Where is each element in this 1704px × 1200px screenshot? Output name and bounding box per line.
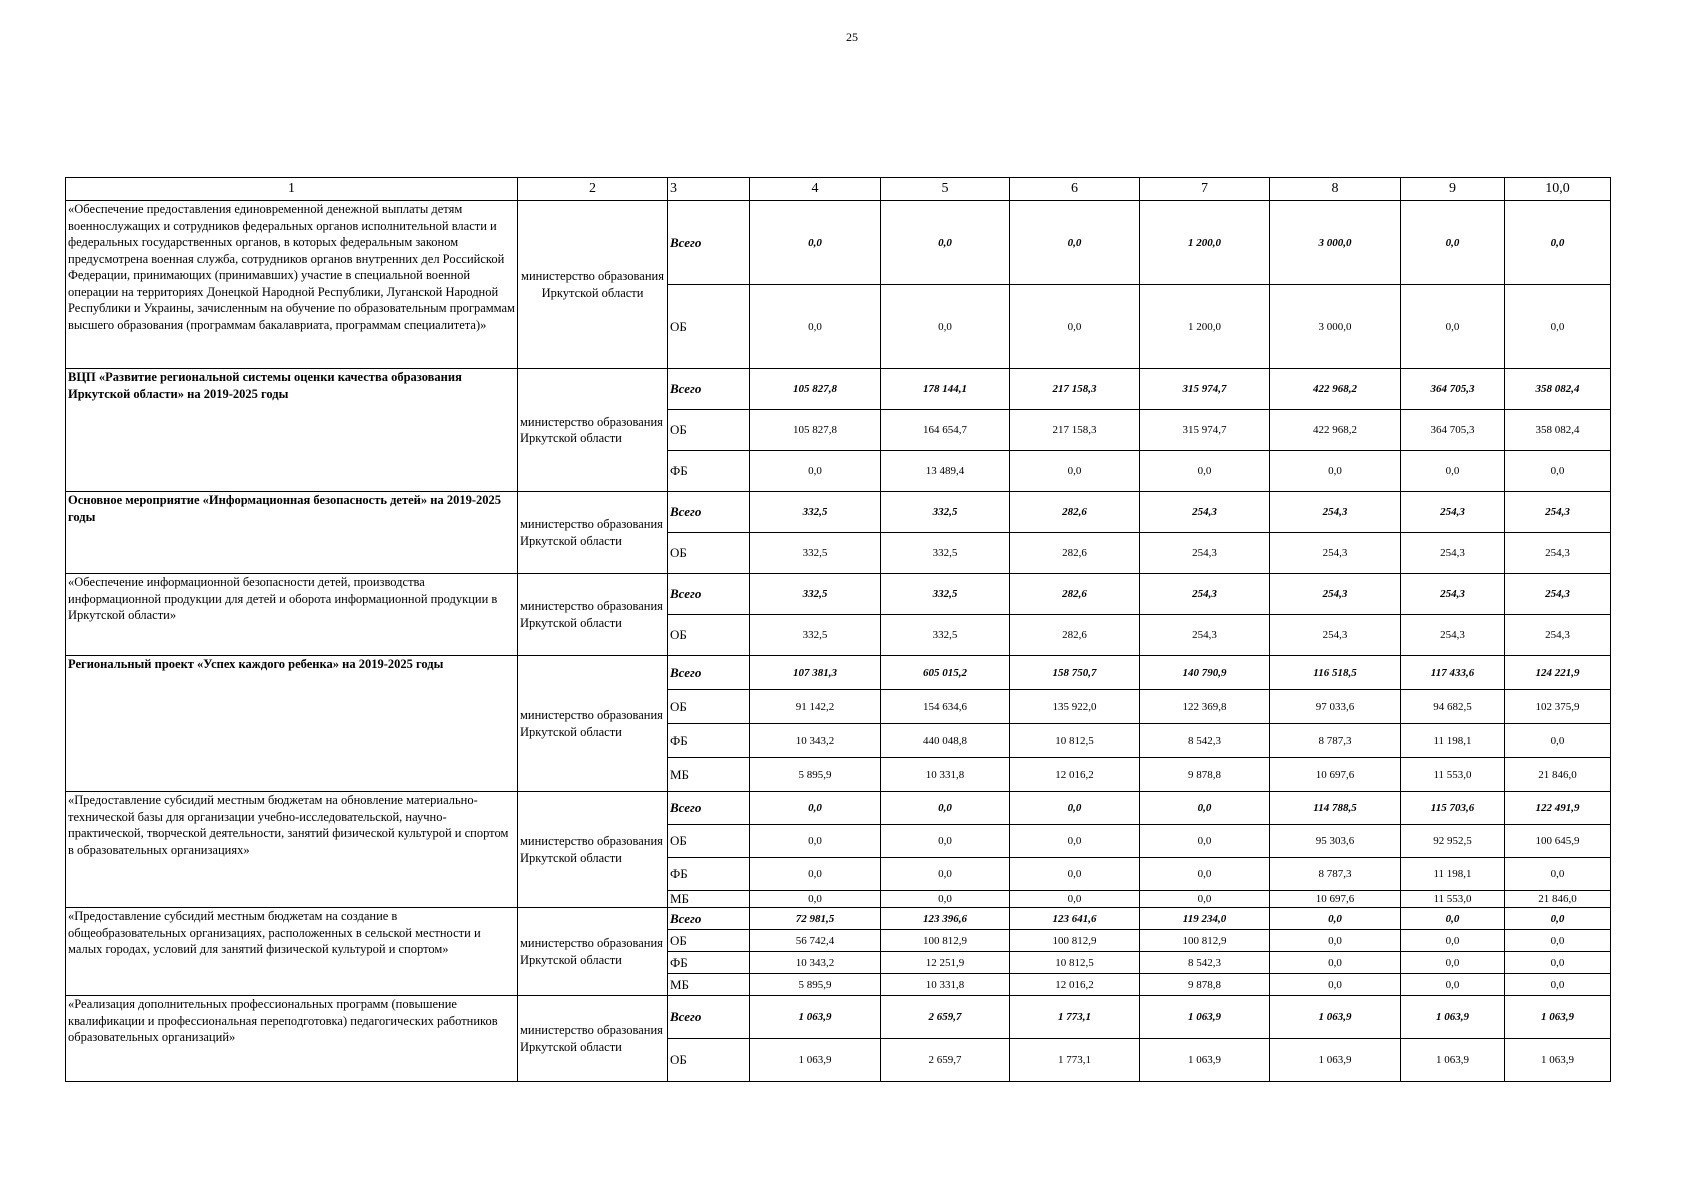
amount-cell: 9 878,8 <box>1140 758 1270 792</box>
amount-cell: 164 654,7 <box>881 410 1010 451</box>
table-row <box>66 908 1611 930</box>
amount-cell: 254,3 <box>1270 533 1401 574</box>
amount-cell: 10 343,2 <box>750 724 881 758</box>
header-cell: 6 <box>1010 178 1140 201</box>
amount-cell: 114 788,5 <box>1270 792 1401 825</box>
amount-cell: 0,0 <box>1401 952 1505 974</box>
activity-name-cell: ВЦП «Развитие региональной системы оценки качества образования Иркутской области» на 2019-2025 годы <box>66 369 518 492</box>
amount-cell: 254,3 <box>1505 574 1611 615</box>
activity-name-cell: «Предоставление субсидий местным бюджетам на создание в общеобразовательных организациях, расположенных в сельской местности и малых городах, условий для занятий физической культурой и спортом» <box>66 908 518 996</box>
amount-cell: 0,0 <box>881 825 1010 858</box>
responsible-cell: министерство образования Иркутской области <box>518 574 668 656</box>
amount-cell: 254,3 <box>1270 574 1401 615</box>
amount-cell: 0,0 <box>750 285 881 369</box>
amount-cell: 332,5 <box>881 574 1010 615</box>
amount-cell: 91 142,2 <box>750 690 881 724</box>
amount-cell: 178 144,1 <box>881 369 1010 410</box>
funding-source-cell: ФБ <box>668 724 750 758</box>
activity-name-cell: Основное мероприятие «Информационная безопасность детей» на 2019-2025 годы <box>66 492 518 574</box>
activity-name-cell: «Обеспечение предоставления единовременной денежной выплаты детям военнослужащих и сотрудников федеральных органов исполнительной власти и федеральных государственных органов, в которых федеральным законом предусмотрена военная служба, сотрудников органов внутренних дел Российской Федерации, принимающих (принимавших) участие в специальной военной операции на территориях Донецкой Народной Республики, Луганской Народной Республики и Украины, зачисленным на обучение по образовательным программам высшего образования (программам бакалавриата, программам специалитета)» <box>66 201 518 369</box>
amount-cell: 0,0 <box>1140 891 1270 908</box>
amount-cell: 1 063,9 <box>1140 996 1270 1039</box>
amount-cell: 1 773,1 <box>1010 1039 1140 1082</box>
amount-cell: 122 491,9 <box>1505 792 1611 825</box>
amount-cell: 21 846,0 <box>1505 758 1611 792</box>
amount-cell: 332,5 <box>750 492 881 533</box>
amount-cell: 0,0 <box>1270 930 1401 952</box>
amount-cell: 332,5 <box>881 533 1010 574</box>
amount-cell: 11 198,1 <box>1401 858 1505 891</box>
amount-cell: 8 542,3 <box>1140 724 1270 758</box>
amount-cell: 0,0 <box>1505 908 1611 930</box>
amount-cell: 123 396,6 <box>881 908 1010 930</box>
amount-cell: 1 063,9 <box>1401 1039 1505 1082</box>
amount-cell: 282,6 <box>1010 615 1140 656</box>
amount-cell: 254,3 <box>1140 615 1270 656</box>
funding-source-cell: Всего <box>668 201 750 285</box>
amount-cell: 0,0 <box>1505 952 1611 974</box>
table-row <box>66 996 1611 1039</box>
header-cell: 4 <box>750 178 881 201</box>
amount-cell: 154 634,6 <box>881 690 1010 724</box>
header-cell: 3 <box>668 178 750 201</box>
amount-cell: 254,3 <box>1270 492 1401 533</box>
amount-cell: 1 063,9 <box>1401 996 1505 1039</box>
amount-cell: 282,6 <box>1010 533 1140 574</box>
amount-cell: 1 063,9 <box>750 996 881 1039</box>
funding-source-cell: ФБ <box>668 858 750 891</box>
amount-cell: 0,0 <box>1270 908 1401 930</box>
amount-cell: 0,0 <box>1401 285 1505 369</box>
amount-cell: 1 063,9 <box>1270 1039 1401 1082</box>
amount-cell: 100 812,9 <box>1140 930 1270 952</box>
amount-cell: 0,0 <box>1140 451 1270 492</box>
amount-cell: 10 697,6 <box>1270 758 1401 792</box>
amount-cell: 422 968,2 <box>1270 369 1401 410</box>
table-row <box>66 656 1611 690</box>
amount-cell: 254,3 <box>1140 492 1270 533</box>
amount-cell: 2 659,7 <box>881 996 1010 1039</box>
amount-cell: 0,0 <box>1505 724 1611 758</box>
funding-source-cell: ОБ <box>668 825 750 858</box>
amount-cell: 0,0 <box>881 891 1010 908</box>
amount-cell: 105 827,8 <box>750 369 881 410</box>
amount-cell: 8 787,3 <box>1270 724 1401 758</box>
amount-cell: 0,0 <box>1010 825 1140 858</box>
amount-cell: 254,3 <box>1401 533 1505 574</box>
amount-cell: 1 063,9 <box>750 1039 881 1082</box>
amount-cell: 0,0 <box>1010 858 1140 891</box>
amount-cell: 158 750,7 <box>1010 656 1140 690</box>
amount-cell: 1 063,9 <box>1505 996 1611 1039</box>
responsible-cell: министерство образования Иркутской области <box>518 201 668 369</box>
table-row <box>66 492 1611 533</box>
amount-cell: 135 922,0 <box>1010 690 1140 724</box>
amount-cell: 0,0 <box>1270 974 1401 996</box>
amount-cell: 12 016,2 <box>1010 974 1140 996</box>
amount-cell: 315 974,7 <box>1140 369 1270 410</box>
amount-cell: 217 158,3 <box>1010 410 1140 451</box>
responsible-cell: министерство образования Иркутской области <box>518 908 668 996</box>
amount-cell: 0,0 <box>1401 930 1505 952</box>
table-row <box>66 369 1611 410</box>
amount-cell: 0,0 <box>1505 974 1611 996</box>
amount-cell: 10 697,6 <box>1270 891 1401 908</box>
amount-cell: 0,0 <box>1140 858 1270 891</box>
table-row <box>66 792 1611 825</box>
amount-cell: 140 790,9 <box>1140 656 1270 690</box>
amount-cell: 332,5 <box>881 615 1010 656</box>
amount-cell: 8 787,3 <box>1270 858 1401 891</box>
amount-cell: 11 553,0 <box>1401 758 1505 792</box>
funding-source-cell: Всего <box>668 574 750 615</box>
amount-cell: 0,0 <box>1401 908 1505 930</box>
funding-source-cell: Всего <box>668 908 750 930</box>
responsible-cell: министерство образования Иркутской области <box>518 792 668 908</box>
funding-source-cell: МБ <box>668 891 750 908</box>
amount-cell: 0,0 <box>1505 930 1611 952</box>
amount-cell: 9 878,8 <box>1140 974 1270 996</box>
table-row <box>66 201 1611 285</box>
amount-cell: 0,0 <box>1010 792 1140 825</box>
funding-source-cell: ОБ <box>668 615 750 656</box>
amount-cell: 12 251,9 <box>881 952 1010 974</box>
budget-table <box>65 177 1611 1082</box>
header-cell: 7 <box>1140 178 1270 201</box>
amount-cell: 0,0 <box>1140 825 1270 858</box>
responsible-cell: министерство образования Иркутской области <box>518 656 668 792</box>
header-cell: 9 <box>1401 178 1505 201</box>
amount-cell: 3 000,0 <box>1270 201 1401 285</box>
amount-cell: 92 952,5 <box>1401 825 1505 858</box>
funding-source-cell: Всего <box>668 492 750 533</box>
amount-cell: 0,0 <box>750 201 881 285</box>
amount-cell: 100 645,9 <box>1505 825 1611 858</box>
activity-name-cell: «Предоставление субсидий местным бюджетам на обновление материально-технической базы для организации учебно-исследовательской, научно-практической, творческой деятельности, занятий физической культурой и спортом в образовательных организациях» <box>66 792 518 908</box>
responsible-cell: министерство образования Иркутской области <box>518 996 668 1082</box>
amount-cell: 5 895,9 <box>750 974 881 996</box>
amount-cell: 97 033,6 <box>1270 690 1401 724</box>
amount-cell: 0,0 <box>1010 285 1140 369</box>
amount-cell: 422 968,2 <box>1270 410 1401 451</box>
amount-cell: 94 682,5 <box>1401 690 1505 724</box>
amount-cell: 11 553,0 <box>1401 891 1505 908</box>
amount-cell: 0,0 <box>1010 201 1140 285</box>
amount-cell: 0,0 <box>881 792 1010 825</box>
amount-cell: 8 542,3 <box>1140 952 1270 974</box>
amount-cell: 105 827,8 <box>750 410 881 451</box>
amount-cell: 3 000,0 <box>1270 285 1401 369</box>
amount-cell: 21 846,0 <box>1505 891 1611 908</box>
amount-cell: 1 063,9 <box>1505 1039 1611 1082</box>
amount-cell: 10 331,8 <box>881 974 1010 996</box>
amount-cell: 358 082,4 <box>1505 369 1611 410</box>
header-cell: 2 <box>518 178 668 201</box>
funding-source-cell: ОБ <box>668 410 750 451</box>
amount-cell: 364 705,3 <box>1401 369 1505 410</box>
amount-cell: 0,0 <box>881 285 1010 369</box>
amount-cell: 5 895,9 <box>750 758 881 792</box>
amount-cell: 1 063,9 <box>1270 996 1401 1039</box>
funding-source-cell: Всего <box>668 792 750 825</box>
amount-cell: 124 221,9 <box>1505 656 1611 690</box>
amount-cell: 254,3 <box>1140 533 1270 574</box>
amount-cell: 315 974,7 <box>1140 410 1270 451</box>
amount-cell: 0,0 <box>881 201 1010 285</box>
amount-cell: 119 234,0 <box>1140 908 1270 930</box>
funding-source-cell: ОБ <box>668 533 750 574</box>
funding-source-cell: ФБ <box>668 952 750 974</box>
amount-cell: 100 812,9 <box>881 930 1010 952</box>
amount-cell: 1 200,0 <box>1140 201 1270 285</box>
activity-name-cell: Региональный проект «Успех каждого ребенка» на 2019-2025 годы <box>66 656 518 792</box>
amount-cell: 10 343,2 <box>750 952 881 974</box>
table-row <box>66 574 1611 615</box>
amount-cell: 254,3 <box>1505 533 1611 574</box>
amount-cell: 0,0 <box>750 825 881 858</box>
amount-cell: 10 812,5 <box>1010 952 1140 974</box>
amount-cell: 282,6 <box>1010 574 1140 615</box>
amount-cell: 282,6 <box>1010 492 1140 533</box>
funding-source-cell: Всего <box>668 656 750 690</box>
funding-source-cell: ОБ <box>668 1039 750 1082</box>
amount-cell: 115 703,6 <box>1401 792 1505 825</box>
amount-cell: 605 015,2 <box>881 656 1010 690</box>
amount-cell: 364 705,3 <box>1401 410 1505 451</box>
amount-cell: 122 369,8 <box>1140 690 1270 724</box>
amount-cell: 0,0 <box>1505 201 1611 285</box>
amount-cell: 0,0 <box>1270 451 1401 492</box>
header-cell: 1 <box>66 178 518 201</box>
amount-cell: 358 082,4 <box>1505 410 1611 451</box>
amount-cell: 1 773,1 <box>1010 996 1140 1039</box>
activity-name-cell: «Реализация дополнительных профессиональных программ (повышение квалификации и профессиональная переподготовка) педагогических работников образовательных организаций» <box>66 996 518 1082</box>
responsible-cell: министерство образования Иркутской области <box>518 369 668 492</box>
header-cell: 5 <box>881 178 1010 201</box>
amount-cell: 116 518,5 <box>1270 656 1401 690</box>
amount-cell: 254,3 <box>1270 615 1401 656</box>
amount-cell: 1 200,0 <box>1140 285 1270 369</box>
amount-cell: 0,0 <box>1505 451 1611 492</box>
amount-cell: 56 742,4 <box>750 930 881 952</box>
amount-cell: 254,3 <box>1401 492 1505 533</box>
amount-cell: 332,5 <box>750 615 881 656</box>
funding-source-cell: ОБ <box>668 285 750 369</box>
funding-source-cell: МБ <box>668 974 750 996</box>
amount-cell: 123 641,6 <box>1010 908 1140 930</box>
amount-cell: 440 048,8 <box>881 724 1010 758</box>
amount-cell: 1 063,9 <box>1140 1039 1270 1082</box>
amount-cell: 13 489,4 <box>881 451 1010 492</box>
amount-cell: 332,5 <box>881 492 1010 533</box>
funding-source-cell: МБ <box>668 758 750 792</box>
amount-cell: 0,0 <box>1505 858 1611 891</box>
amount-cell: 0,0 <box>1401 974 1505 996</box>
amount-cell: 0,0 <box>750 451 881 492</box>
amount-cell: 254,3 <box>1401 615 1505 656</box>
funding-source-cell: ОБ <box>668 930 750 952</box>
funding-source-cell: ФБ <box>668 451 750 492</box>
amount-cell: 0,0 <box>1270 952 1401 974</box>
amount-cell: 0,0 <box>750 858 881 891</box>
amount-cell: 107 381,3 <box>750 656 881 690</box>
amount-cell: 0,0 <box>1010 451 1140 492</box>
amount-cell: 254,3 <box>1505 615 1611 656</box>
funding-source-cell: ОБ <box>668 690 750 724</box>
amount-cell: 0,0 <box>1505 285 1611 369</box>
amount-cell: 72 981,5 <box>750 908 881 930</box>
amount-cell: 117 433,6 <box>1401 656 1505 690</box>
funding-source-cell: Всего <box>668 369 750 410</box>
amount-cell: 254,3 <box>1140 574 1270 615</box>
amount-cell: 0,0 <box>1010 891 1140 908</box>
amount-cell: 0,0 <box>1401 201 1505 285</box>
amount-cell: 10 812,5 <box>1010 724 1140 758</box>
amount-cell: 2 659,7 <box>881 1039 1010 1082</box>
amount-cell: 95 303,6 <box>1270 825 1401 858</box>
table-header-row <box>66 178 1611 201</box>
amount-cell: 332,5 <box>750 574 881 615</box>
activity-name-cell: «Обеспечение информационной безопасности детей, производства информационной продукции для детей и оборота информационной продукции в Иркутской области» <box>66 574 518 656</box>
header-cell: 10,0 <box>1505 178 1611 201</box>
amount-cell: 254,3 <box>1401 574 1505 615</box>
page-number: 25 <box>846 30 858 44</box>
amount-cell: 12 016,2 <box>1010 758 1140 792</box>
funding-source-cell: Всего <box>668 996 750 1039</box>
amount-cell: 100 812,9 <box>1010 930 1140 952</box>
amount-cell: 217 158,3 <box>1010 369 1140 410</box>
amount-cell: 11 198,1 <box>1401 724 1505 758</box>
amount-cell: 0,0 <box>750 891 881 908</box>
header-cell: 8 <box>1270 178 1401 201</box>
amount-cell: 10 331,8 <box>881 758 1010 792</box>
amount-cell: 0,0 <box>750 792 881 825</box>
amount-cell: 332,5 <box>750 533 881 574</box>
amount-cell: 0,0 <box>1401 451 1505 492</box>
responsible-cell: министерство образования Иркутской области <box>518 492 668 574</box>
amount-cell: 0,0 <box>1140 792 1270 825</box>
amount-cell: 0,0 <box>881 858 1010 891</box>
amount-cell: 254,3 <box>1505 492 1611 533</box>
amount-cell: 102 375,9 <box>1505 690 1611 724</box>
